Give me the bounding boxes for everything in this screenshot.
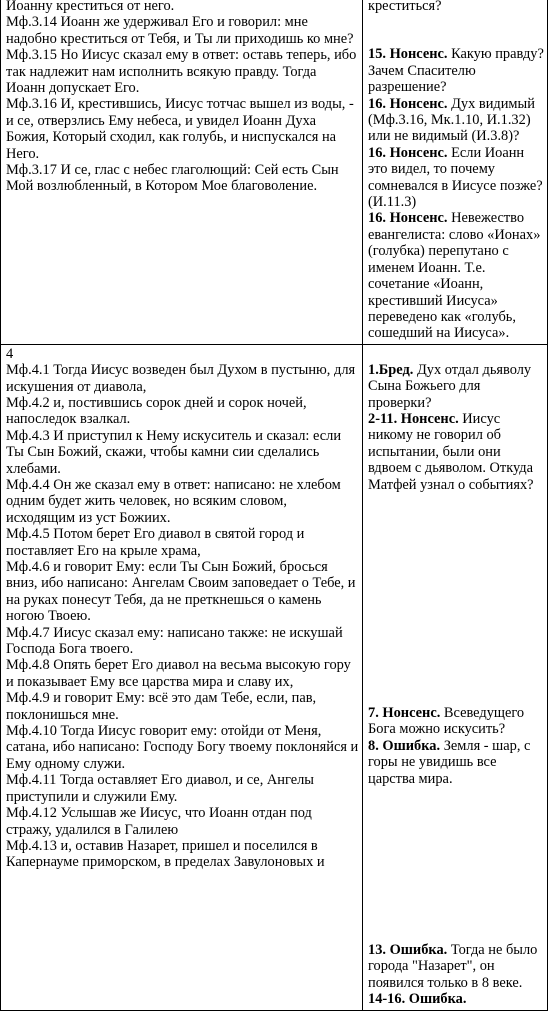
verse-line: Мф.3.16 И, крестившись, Иисус тотчас вышел из воды, - и се, отверзлись Ему небеса, и увидел Иоанн Духа Божия, Который сходил, как голубь, и ниспускался на Него. [6,96,354,162]
verse-line: Мф.4.6 и говорит Ему: если Ты Сын Божий, бросься вниз, ибо написано: Ангелам Своим заповедает о Тебе, и на руках понесут Тебя, да не преткнешься о камень ногою Твоею. [6,559,356,625]
note-label: 16. Нонсенс. [368,210,448,227]
verse-line: Мф.4.11 Тогда оставляет Его диавол, и се, Ангелы приступили и служили Ему. [6,772,314,805]
note-label: 16. Нонсенс. [368,144,448,161]
note-label: 1.Бред. [368,361,414,378]
verse-cell [1,344,363,1010]
commentary-note [368,411,544,493]
commentary-note [368,362,544,411]
note-label: 14-16. Ошибка. [368,991,467,1008]
commentary-note [368,46,544,95]
verse-cell [1,0,363,344]
table-row [1,344,548,1010]
commentary-note [368,145,544,211]
verse-line: Мф.4.13 и, оставив Назарет, пришел и поселился в Капернауме приморском, в пределах Завулоновых и [6,837,325,871]
note-text: Если Иоанн это видел, то почему сомневался в Иисусе позже? (И.11.3) [368,144,543,211]
verse-line: Мф.4.5 Потом берет Его диавол в святой город и поставляет Его на крыле храма, [6,526,305,559]
commentary-line: креститься? [368,0,442,14]
note-text: Дух отдал дьяволу Сына Божьего для проверки? [368,361,532,411]
verse-line: Мф.4.8 Опять берет Его диавол на весьма высокую гору и показывает Ему все царства мира и славу их, [6,657,351,690]
verse-line: Мф.4.1 Тогда Иисус возведен был Духом в пустыню, для искушения от диавола, [6,362,356,395]
note-label: 15. Нонсенс. [368,46,448,63]
note-text: Всеведущего Бога можно искусить? [368,704,525,738]
commentary-cell [363,0,548,344]
commentary-cell [363,344,548,1010]
verse-line: Мф.4.9 и говорит Ему: всё это дам Тебе, если, пав, поклонишься мне. [6,690,317,723]
verse-line: Мф.4.3 И приступил к Нему искуситель и сказал: если Ты Сын Божий, скажи, чтобы камни сии сделались хлебами. [6,427,342,477]
note-label: 16. Нонсенс. [368,95,448,112]
verse-line: Иоанну креститься от него. [6,0,175,14]
note-text: Земля - шар, с горы не увидишь все царства мира. [368,737,531,787]
verse-line: Мф.3.14 Иоанн же удерживал Его и говорил: мне надобно креститься от Тебя, и Ты ли приходишь ко мне? [6,14,354,47]
commentary-note [368,96,544,145]
note-label: 2-11. Нонсенс. [368,410,459,427]
chapter-number: 4 [6,345,14,362]
note-label: 7. Нонсенс. [368,704,441,721]
commentary-note [368,942,544,991]
commentary-note [368,705,544,738]
commentary-note [368,991,544,1007]
table-row [1,0,548,344]
verse-line: Мф.3.17 И се, глас с небес глаголющий: Сей есть Сын Мой возлюбленный, в Котором Мое благоволение. [6,162,339,195]
commentary-note [368,738,544,787]
note-text: Какую правду? Зачем Спасителю разрешение? [368,46,544,96]
note-label: 13. Ошибка. [368,942,448,958]
verse-line: Мф.4.7 Иисус сказал ему: написано также: не искушай Господа Бога твоего. [6,624,343,658]
note-text: Иисус никому не говорил об испытании, были они вдвоем с дьяволом. Откуда Матфей узнал о событиях? [368,410,534,493]
verse-line: Мф.3.15 Но Иисус сказал ему в ответ: оставь теперь, ибо так надлежит нам исполнить всякую правду. Тогда Иоанн допускает Его. [6,47,357,97]
note-text: Невежество евангелиста: слово «Ионах» (голубка) перепутано с именем Иоанн. Т.е. сочетание «Иоанн, крестивший Иисуса» переведено как «голубь, сошедший на Иисуса». [368,210,541,342]
verse-line: Мф.4.4 Он же сказал ему в ответ: написано: не хлебом одним будет жить человек, но всяким словом, исходящим из уст Божиих. [6,476,341,526]
verse-line: Мф.4.10 Тогда Иисус говорит ему: отойди от Меня, сатана, ибо написано: Господу Богу твоему поклоняйся и Ему одному служи. [6,723,359,772]
note-text: Дух видимый (Мф.3.16, Мк.1.10, И.1.32) или не видимый (И.3.8)? [368,95,535,145]
commentary-note [368,210,544,341]
note-label: 8. Ошибка. [368,737,441,754]
note-text: Тогда не было города "Назарет", он появился только в 8 веке. [368,942,538,991]
verse-line: Мф.4.12 Услышав же Иисус, что Иоанн отдан под стражу, удалился в Галилею [6,805,312,838]
verse-line: Мф.4.2 и, постившись сорок дней и сорок ночей, напоследок взалкал. [6,394,307,428]
